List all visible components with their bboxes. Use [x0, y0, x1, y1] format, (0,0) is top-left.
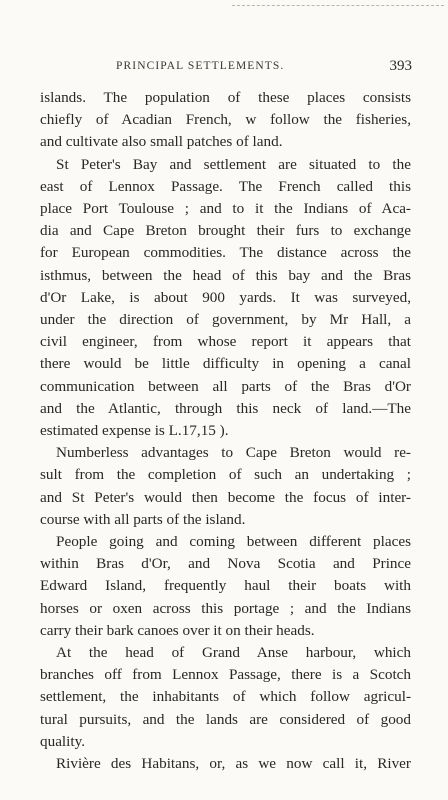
- paragraph-5: [40, 642, 411, 753]
- paragraph-4: [40, 531, 411, 642]
- text-line: sult from the completion of such an undertaking ;: [40, 466, 411, 484]
- text-line: for European commodities. The distance across the: [40, 244, 411, 262]
- page-number: 393: [389, 58, 412, 74]
- running-title: PRINCIPAL SETTLEMENTS.: [116, 60, 285, 72]
- text-line: People going and coming between different places: [56, 533, 411, 551]
- text-line: east of Lennox Passage. The French called this: [40, 177, 411, 195]
- text-line: chiefly of Acadian French, w follow the fisheries,: [40, 111, 411, 129]
- text-line: estimated expense is L.17,15 ).: [40, 422, 229, 440]
- text-line: settlement, the inhabitants of which follow agricul-: [40, 688, 411, 706]
- text-line: there would be little difficulty in opening a canal: [40, 355, 411, 373]
- text-line: and St Peter's would then become the focus of inter-: [40, 488, 411, 506]
- running-head: [36, 58, 424, 78]
- text-line: course with all parts of the island.: [40, 510, 246, 528]
- text-line: tural pursuits, and the lands are considered of good: [40, 710, 411, 728]
- text-line: civil engineer, from whose report it appears that: [40, 333, 411, 351]
- text-line: Rivière des Habitans, or, as we now call it, River: [56, 755, 411, 773]
- paragraph-6: [40, 753, 411, 775]
- text-line: islands. The population of these places consists: [40, 89, 411, 106]
- text-line: At the head of Grand Anse harbour, which: [56, 644, 411, 662]
- body-text: [40, 87, 411, 775]
- text-line: place Port Toulouse ; and to it the Indians of Aca-: [40, 200, 411, 218]
- text-line: quality.: [40, 732, 85, 750]
- text-line: isthmus, between the head of this bay and the Bras: [40, 266, 411, 284]
- text-line: within Bras d'Or, and Nova Scotia and Prince: [40, 555, 411, 573]
- text-line: Numberless advantages to Cape Breton would re-: [56, 444, 411, 462]
- text-line: dia and Cape Breton brought their furs to exchange: [40, 222, 411, 240]
- text-line: carry their bark canoes over it on their heads.: [40, 621, 315, 639]
- text-line: Edward Island, frequently haul their boats with: [40, 577, 411, 595]
- paragraph-1: [40, 87, 411, 154]
- text-line: and cultivate also small patches of land.: [40, 133, 283, 151]
- text-line: d'Or Lake, is about 900 yards. It was surveyed,: [40, 288, 411, 306]
- text-line: horses or oxen across this portage ; and the Indians: [40, 599, 411, 617]
- text-line: communication between all parts of the Bras d'Or: [40, 377, 411, 395]
- paragraph-3: [40, 442, 411, 531]
- top-edge-rule: [232, 5, 444, 6]
- text-line: under the direction of government, by Mr Hall, a: [40, 311, 411, 329]
- text-line: and the Atlantic, through this neck of land.—The: [40, 399, 411, 417]
- text-line: St Peter's Bay and settlement are situated to the: [56, 155, 411, 173]
- paragraph-2: [40, 154, 411, 443]
- text-line: branches off from Lennox Passage, there is a Scotch: [40, 666, 411, 684]
